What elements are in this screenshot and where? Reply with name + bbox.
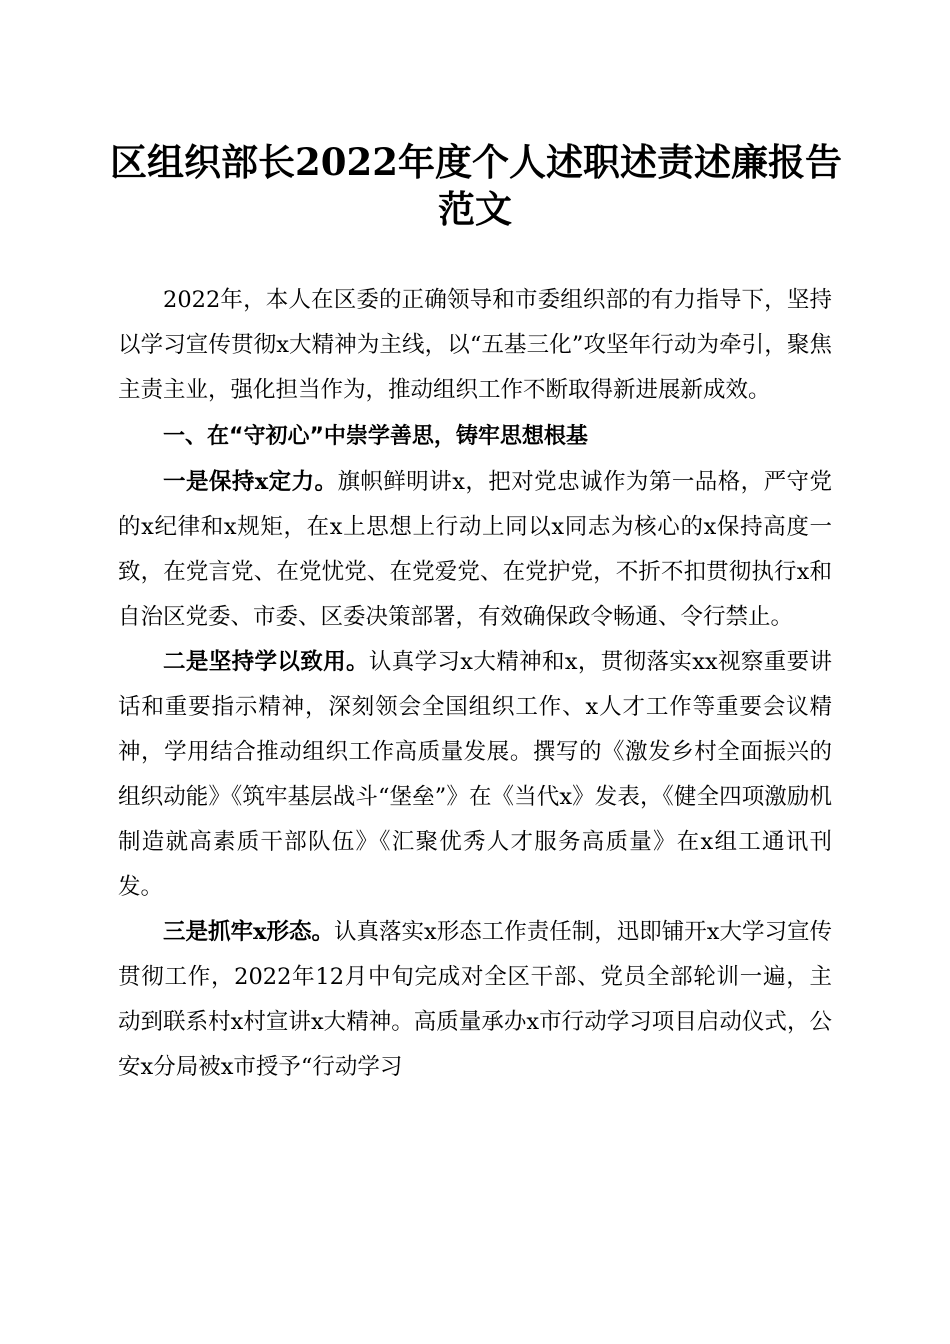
section-1-item-2 (118, 640, 832, 910)
document-title-line-2: 范文 (438, 187, 512, 231)
section-1-heading: 一、在“守初心”中崇学善思，铸牢思想根基 (163, 424, 588, 449)
item-2-lead: 二是坚持学以致用。 (163, 649, 369, 675)
intro-paragraph: 2022年，本人在区委的正确领导和市委组织部的有力指导下，坚持以学习宣传贯彻x大精神为主线，以“五基三化”攻坚年行动为牵引，聚焦主责主业，强化担当作为，推动组织工作不断取得新进展新成效。 (118, 287, 832, 403)
item-1-text: 旗帜鲜明讲x，把对党忠诚作为第一品格，严守党的x纪律和x规矩，在x上思想上行动上同以x同志为核心的x保持高度一致，在党言党、在党忧党、在党爱党、在党护党，不折不扣贯彻执行x和自治区党委、市委、区委决策部署，有效确保政令畅通、令行禁止。 (118, 469, 832, 630)
item-2-text: 认真学习x大精神和x，贯彻落实xx视察重要讲话和重要指示精神，深刻领会全国组织工作、x人才工作等重要会议精神，学用结合推动组织工作高质量发展。撰写的《激发乡村全面振兴的组织动能》《筑牢基层战斗“堡垒”》在《当代x》发表，《健全四项激励机制造就高素质干部队伍》《汇聚优秀人才服务高质量》在x组工通讯刊发。 (118, 649, 832, 900)
document-body (118, 278, 832, 1090)
item-3-lead: 三是抓牢x形态。 (163, 919, 334, 945)
section-1-item-3 (118, 910, 832, 1090)
section-1-item-1 (118, 460, 832, 640)
document-title-line-1: 区组织部长2022年度个人述职述责述廉报告 (110, 140, 842, 184)
item-1-lead: 一是保持x定力。 (163, 469, 338, 495)
item-3-text: 认真落实x形态工作责任制，迅即铺开x大学习宣传贯彻工作，2022年12月中旬完成对全区干部、党员全部轮训一遍，主动到联系村x村宣讲x大精神。高质量承办x市行动学习项目启动仪式，公安x分局被x市授予“行动学习 (118, 919, 832, 1080)
